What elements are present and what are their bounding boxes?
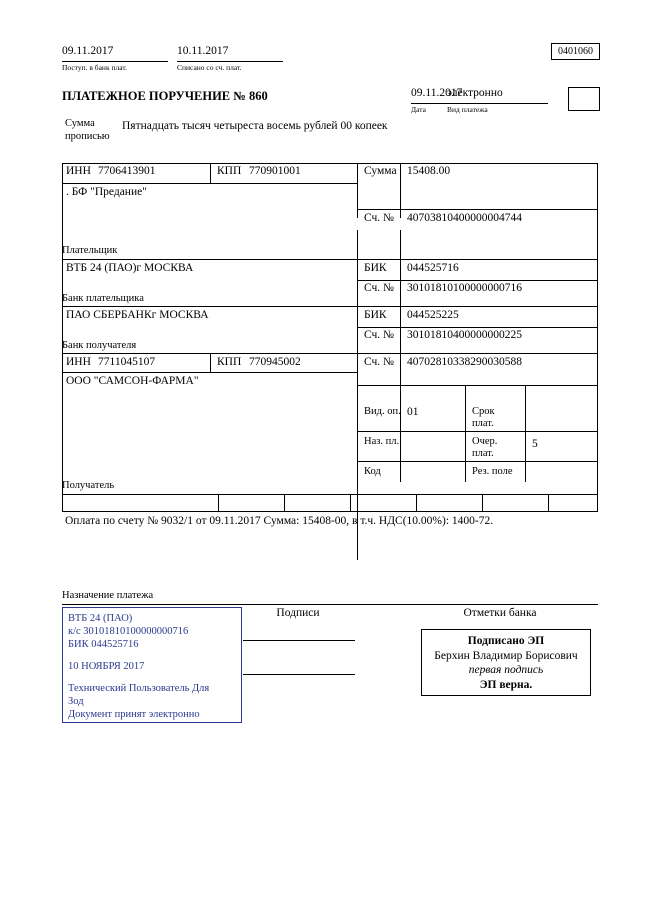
signature-line-2 <box>243 674 355 675</box>
payer-account-value: 40703810400000004744 <box>407 212 522 224</box>
payee-inn-label: ИНН <box>66 356 91 368</box>
written-off-underline <box>177 61 283 62</box>
payee-name: ООО "САМСОН-ФАРМА" <box>66 375 199 387</box>
payer-caption: Плательщик <box>62 245 118 256</box>
payer-bank-account-label: Сч. № <box>364 282 395 294</box>
written-off-caption: Списано со сч. плат. <box>177 63 242 72</box>
purpose-caption: Назначение платежа <box>62 590 154 601</box>
grid-line-payer-bank-bottom <box>62 306 598 307</box>
payer-bank-name: ВТБ 24 (ПАО)г МОСКВА <box>66 262 194 274</box>
payment-kind-value: электронно <box>447 87 503 99</box>
grid-v-left <box>62 163 63 494</box>
payee-bank-name: ПАО СБЕРБАНКг МОСКВА <box>66 309 209 321</box>
date-caption: Дата <box>411 105 426 114</box>
grid-line-bottom-codes <box>62 494 598 495</box>
grid-v-b7 <box>597 494 598 511</box>
amount-label: Сумма <box>364 165 397 177</box>
page-title: ПЛАТЕЖНОЕ ПОРУЧЕНИЕ № 860 <box>62 89 268 103</box>
payee-inn-value: 7711045107 <box>98 356 156 368</box>
payer-bank-bik-value: 044525716 <box>407 262 459 274</box>
grid-v-code-3 <box>525 385 526 482</box>
amount-words-label-1: Сумма <box>65 118 95 129</box>
ocher-plat-label-1: Очер. <box>472 436 498 447</box>
payee-bank-account-value: 30101810400000000225 <box>407 329 522 341</box>
grid-line-payer-bottom <box>62 259 598 260</box>
grid-v-inn-kpp2 <box>210 354 211 372</box>
payee-bank-bik-label: БИК <box>364 309 387 321</box>
grid-line-inn-bottom <box>62 183 357 184</box>
vid-op-value: 01 <box>407 406 419 418</box>
stamp-corr-account: к/с 30101810100000000716 <box>68 626 189 637</box>
ocher-plat-label-2: плат. <box>472 448 494 459</box>
grid-v-b3 <box>350 494 351 511</box>
payer-account-label: Сч. № <box>364 212 395 224</box>
payment-kind-caption: Вид платежа <box>447 105 488 114</box>
bank-mark-box <box>421 629 591 696</box>
grid-v-b0 <box>62 494 63 511</box>
srok-plat-label-1: Срок <box>472 406 495 417</box>
payee-kpp-label: КПП <box>217 356 242 368</box>
stamp-spacer-2 <box>68 673 236 682</box>
payee-bank-caption: Банк получателя <box>62 340 137 351</box>
stamp-date: 10 НОЯБРЯ 2017 <box>68 661 145 672</box>
purpose-text: Оплата по счету № 9032/1 от 09.11.2017 Сумма: 15408-00, в т.ч. НДС(10.00%): 1400-72. <box>65 515 494 527</box>
rez-pole-label: Рез. поле <box>472 466 513 477</box>
stamp-spacer <box>68 651 236 660</box>
payer-inn-label: ИНН <box>66 165 91 177</box>
payer-bank-bik-label: БИК <box>364 262 387 274</box>
payee-account-label: Сч. № <box>364 356 395 368</box>
stamp-user-line-1: Технический Пользователь Для <box>68 683 210 694</box>
amount-words-label-2: прописью <box>65 131 110 142</box>
payer-inn-value: 7706413901 <box>98 165 156 177</box>
payer-bank-account-value: 30101810100000000716 <box>407 282 522 294</box>
naz-pl-label: Наз. пл. <box>364 436 400 447</box>
signature-line-1 <box>243 640 355 641</box>
payee-kpp-value: 770945002 <box>249 356 301 368</box>
ocher-plat-value: 5 <box>532 438 538 450</box>
bank-mark-signer-name: Берхин Владимир Борисович <box>434 650 578 662</box>
payee-bank-account-label: Сч. № <box>364 329 395 341</box>
written-off-date-value: 10.11.2017 <box>177 45 229 57</box>
payer-kpp-label: КПП <box>217 165 242 177</box>
payee-bank-bik-value: 044525225 <box>407 309 459 321</box>
grid-v-b4 <box>416 494 417 511</box>
grid-line-purpose-bottom <box>62 604 598 605</box>
payer-name: . БФ "Предание" <box>66 186 147 198</box>
bank-mark-signed-title: Подписано ЭП <box>467 635 545 647</box>
bank-mark-signature-type: первая подпись <box>468 664 544 676</box>
bank-marks-caption: Отметки банка <box>463 607 537 619</box>
grid-v-b2 <box>284 494 285 511</box>
srok-plat-value <box>528 405 593 420</box>
vid-op-label: Вид. оп. <box>364 406 401 417</box>
stamp-user-line-2: Зод <box>68 696 84 707</box>
payee-account-value: 40702810338290030588 <box>407 356 522 368</box>
stamp-accepted: Документ принят электронно <box>68 709 200 720</box>
amount-value: 15408.00 <box>407 165 451 177</box>
grid-v-code-2 <box>465 385 466 482</box>
grid-line-code-2 <box>357 461 598 462</box>
grid-line-code-1 <box>357 431 598 432</box>
grid-line-codes-top <box>357 385 598 386</box>
payment-kind-code-box <box>568 87 600 111</box>
bank-mark-valid: ЭП верна. <box>479 679 533 691</box>
kod-label: Код <box>364 466 381 477</box>
grid-line-payee-bank-bottom <box>62 353 598 354</box>
signatures-caption: Подписи <box>276 607 320 619</box>
grid-v-inn-kpp <box>210 164 211 183</box>
srok-plat-label-2: плат. <box>472 418 494 429</box>
grid-v-b6 <box>548 494 549 511</box>
payer-kpp-value: 770901001 <box>249 165 301 177</box>
date-value: 09.11.2017 <box>411 87 463 99</box>
grid-v-b5 <box>482 494 483 511</box>
rez-pole-value <box>528 465 593 480</box>
payee-caption: Получатель <box>62 480 115 491</box>
stamp-bik: БИК 044525716 <box>68 639 139 650</box>
stamp-bank-name: ВТБ 24 (ПАО) <box>68 613 133 624</box>
receipt-date-value: 09.11.2017 <box>62 45 114 57</box>
receipt-date-caption: Поступ. в банк плат. <box>62 63 127 72</box>
grid-v-right-edge <box>597 163 598 494</box>
form-code: 0401060 <box>551 43 600 60</box>
amount-in-words: Пятнадцать тысяч четыреста восемь рублей 00 копеек <box>122 120 388 132</box>
grid-line-amount-bottom <box>357 209 598 210</box>
naz-pl-value <box>403 435 461 450</box>
payment-kind-underline <box>447 103 548 104</box>
electronic-stamp <box>62 607 242 723</box>
receipt-date-underline <box>62 61 168 62</box>
grid-line-bottom-cells <box>62 511 598 512</box>
kod-value <box>403 465 461 480</box>
payer-bank-caption: Банк плательщика <box>62 293 144 304</box>
grid-line-payee-inn-bottom <box>62 372 357 373</box>
grid-v-b1 <box>218 494 219 511</box>
